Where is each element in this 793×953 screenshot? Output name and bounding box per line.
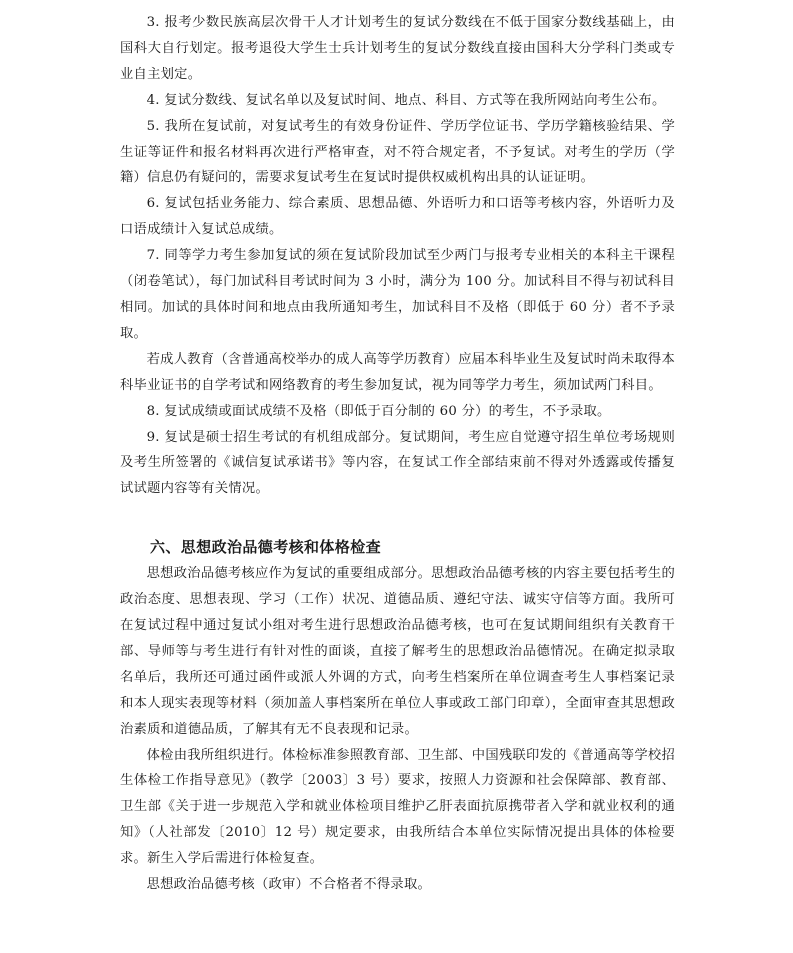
paragraph-item-5: 5. 我所在复试前，对复试考生的有效身份证件、学历学位证书、学历学籍核验结果、学生证等证件和报名材料再次进行严格审查，对不符合规定者，不予复试。对考生的学历（学籍）信息仍有疑问的，需要求复试考生在复试时提供权威机构出具的认证证明。 xyxy=(120,118,675,186)
paragraph-disqualification: 思想政治品德考核（政审）不合格者不得录取。 xyxy=(146,877,432,893)
paragraph-item-9: 9. 复试是硕士招生考试的有机组成部分。复试期间，考生应自觉遵守招生单位考场规则及考生所签署的《诚信复试承诺书》等内容，在复试工作全部结束前不得对外透露或传播复试试题内容等有关情况。 xyxy=(120,429,675,497)
paragraph-item-8: 8. 复试成绩或面试成绩不及格（即低于百分制的 60 分）的考生，不予录取。 xyxy=(146,403,611,419)
paragraph-item-6: 6. 复试包括业务能力、综合素质、思想品德、外语听力和口语等考核内容，外语听力及口语成绩计入复试总成绩。 xyxy=(120,196,675,238)
paragraph-item-3: 3. 报考少数民族高层次骨干人才计划考生的复试分数线在不低于国家分数线基础上，由国科大自行划定。报考退役大学生士兵计划考生的复试分数线直接由国科大分学科门类或专业自主划定。 xyxy=(120,15,675,82)
paragraph-adult-education: 若成人教育（含普通高校举办的成人高等学历教育）应届本科毕业生及复试时尚未取得本科毕业证书的自学考试和网络教育的考生参加复试，视为同等学力考生，须加试两门科目。 xyxy=(120,351,675,393)
paragraph-item-4: 4. 复试分数线、复试名单以及复试时间、地点、科目、方式等在我所网站向考生公布。 xyxy=(146,92,666,108)
paragraph-item-7: 7. 同等学力考生参加复试的须在复试阶段加试至少两门与报考专业相关的本科主干课程（闭卷笔试），每门加试科目考试时间为 3 小时，满分为 100 分。加试科目不得与初试科目相同。加试的具体时间和地点由我所通知考生，加试科目不及格（即低于 60 分）者不予录取。 xyxy=(120,248,675,341)
paragraph-physical-exam: 体检由我所组织进行。体检标准参照教育部、卫生部、中国残联印发的《普通高等学校招生体检工作指导意见》（教学〔2003〕3 号）要求，按照人力资源和社会保障部、教育部、卫生部《关于进一步规范入学和就业体检项目维护乙肝表面抗原携带者入学和就业权利的通知》（人社部发〔2010〕12 号）规定要求，由我所结合本单位实际情况提出具体的体检要求。新生入学后需进行体检复查。 xyxy=(120,747,675,867)
section-heading: 六、思想政治品德考核和体格检查 xyxy=(150,538,382,557)
paragraph-political-review: 思想政治品德考核应作为复试的重要组成部分。思想政治品德考核的内容主要包括考生的政治态度、思想表现、学习（工作）状况、道德品质、遵纪守法、诚实守信等方面。我所可在复试过程中通过复试小组对考生进行思想政治品德考核，也可在复试期间组织有关教育干部、导师等与考生进行有针对性的面谈，直接了解考生的思想政治品德情况。在确定拟录取名单后，我所还可通过函件或派人外调的方式，向考生档案所在单位调查考生人事档案记录和本人现实表现等材料（须加盖人事档案所在单位人事或政工部门印章），全面审查其思想政治素质和道德品质，了解其有无不良表现和记录。 xyxy=(120,566,675,737)
